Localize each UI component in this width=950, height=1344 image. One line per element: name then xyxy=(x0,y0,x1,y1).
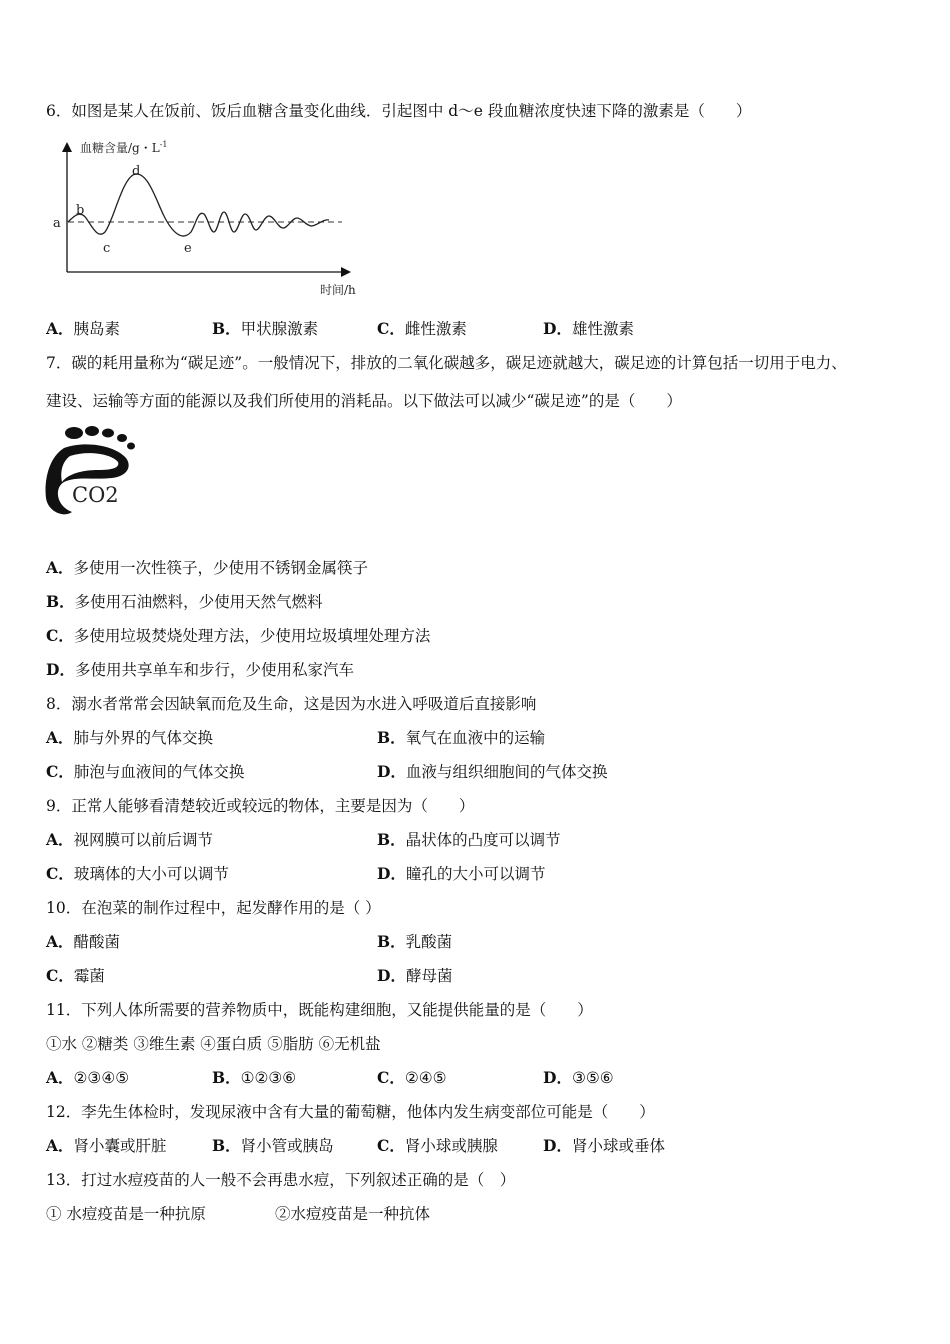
q11-stem: 11．下列人体所需要的营养物质中，既能构建细胞，又能提供能量的是（ ） xyxy=(46,1001,593,1019)
x-axis-label: 时间/h xyxy=(320,283,356,297)
q11-option-d[interactable]: D．③⑤⑥ xyxy=(543,1068,614,1087)
toe-3 xyxy=(102,429,114,438)
q11-option-c[interactable]: C．②④⑤ xyxy=(377,1068,447,1087)
q7-stem-line1: 7．碳的耗用量称为“碳足迹”。一般情况下，排放的二氧化碳越多，碳足迹就越大，碳足迹的计算包括一切用于电力、 xyxy=(46,354,847,372)
q7-option-b[interactable]: B．多使用石油燃料，少使用天然气燃料 xyxy=(46,592,323,611)
q8-stem: 8．溺水者常常会因缺氧而危及生命，这是因为水进入呼吸道后直接影响 xyxy=(46,695,537,713)
q10-option-c[interactable]: C．霉菌 xyxy=(46,966,105,985)
q6-option-a[interactable]: A．胰岛素 xyxy=(46,319,121,338)
carbon-footprint-logo xyxy=(42,420,142,522)
point-d-label: d xyxy=(132,164,141,179)
q12-option-c[interactable]: C．肾小球或胰腺 xyxy=(377,1136,498,1155)
q6-option-c[interactable]: C．雌性激素 xyxy=(377,319,467,338)
q7-option-d[interactable]: D．多使用共享单车和步行，少使用私家汽车 xyxy=(46,660,354,679)
x-axis-arrow xyxy=(341,267,351,277)
q9-option-b[interactable]: B．晶状体的凸度可以调节 xyxy=(377,830,561,849)
q8-option-b[interactable]: B．氧气在血液中的运输 xyxy=(377,728,546,747)
q7-stem-line2: 建设、运输等方面的能源以及我们所使用的消耗品。以下做法可以减少“碳足迹”的是（ ） xyxy=(46,392,682,410)
point-b-label: b xyxy=(76,203,85,218)
q12-option-a[interactable]: A．肾小囊或肝脏 xyxy=(46,1136,167,1155)
q12-option-b[interactable]: B．肾小管或胰岛 xyxy=(212,1136,334,1155)
q11-items: ①水 ②糖类 ③维生素 ④蛋白质 ⑤脂肪 ⑥无机盐 xyxy=(46,1035,381,1053)
y-axis-arrow xyxy=(62,142,72,152)
q10-option-d[interactable]: D．酵母菌 xyxy=(377,966,453,985)
q10-stem: 10．在泡菜的制作过程中，起发酵作用的是（ ） xyxy=(46,899,381,917)
q8-option-d[interactable]: D．血液与组织细胞间的气体交换 xyxy=(377,762,608,781)
point-c-label: c xyxy=(103,241,111,256)
blood-sugar-curve xyxy=(68,174,329,236)
q6-stem: 6．如图是某人在饭前、饭后血糖含量变化曲线．引起图中 d～e 段血糖浓度快速下降的激素是（ ） xyxy=(46,102,752,120)
point-a-label: a xyxy=(53,216,61,231)
point-e-label: e xyxy=(184,241,192,256)
q8-option-c[interactable]: C．肺泡与血液间的气体交换 xyxy=(46,762,245,781)
q6-option-b[interactable]: B．甲状腺激素 xyxy=(212,319,319,338)
toe-1 xyxy=(65,427,83,439)
y-axis-label: 血糖含量/g・$L^{-1}$ xyxy=(80,140,168,155)
q11-option-a[interactable]: A．②③④⑤ xyxy=(46,1068,130,1087)
q12-option-d[interactable]: D．肾小球或垂体 xyxy=(543,1136,665,1155)
toe-2 xyxy=(85,426,99,436)
toe-5 xyxy=(127,443,135,450)
q13-stem: 13．打过水痘疫苗的人一般不会再患水痘，下列叙述正确的是（ ） xyxy=(46,1171,516,1189)
q10-option-b[interactable]: B．乳酸菌 xyxy=(377,932,453,951)
q9-option-a[interactable]: A．视网膜可以前后调节 xyxy=(46,830,214,849)
q9-stem: 9．正常人能够看清楚较近或较远的物体，主要是因为（ ） xyxy=(46,797,475,815)
q10-option-a[interactable]: A．醋酸菌 xyxy=(46,932,121,951)
q13-item-1: ① 水痘疫苗是一种抗原 xyxy=(46,1205,206,1223)
co2-text: CO2 xyxy=(72,483,119,507)
q6-option-d[interactable]: D．雄性激素 xyxy=(543,319,634,338)
q13-item-2: ②水痘疫苗是一种抗体 xyxy=(275,1205,431,1223)
q7-option-a[interactable]: A．多使用一次性筷子，少使用不锈钢金属筷子 xyxy=(46,558,369,577)
toe-4 xyxy=(117,434,127,442)
blood-sugar-chart xyxy=(48,134,368,300)
q9-option-c[interactable]: C．玻璃体的大小可以调节 xyxy=(46,864,229,883)
q11-option-b[interactable]: B．①②③⑥ xyxy=(212,1068,297,1087)
q9-option-d[interactable]: D．瞳孔的大小可以调节 xyxy=(377,864,546,883)
q12-stem: 12．李先生体检时，发现尿液中含有大量的葡萄糖，他体内发生病变部位可能是（ ） xyxy=(46,1103,655,1121)
q7-option-c[interactable]: C．多使用垃圾焚烧处理方法，少使用垃圾填埋处理方法 xyxy=(46,626,431,645)
q8-option-a[interactable]: A．肺与外界的气体交换 xyxy=(46,728,214,747)
